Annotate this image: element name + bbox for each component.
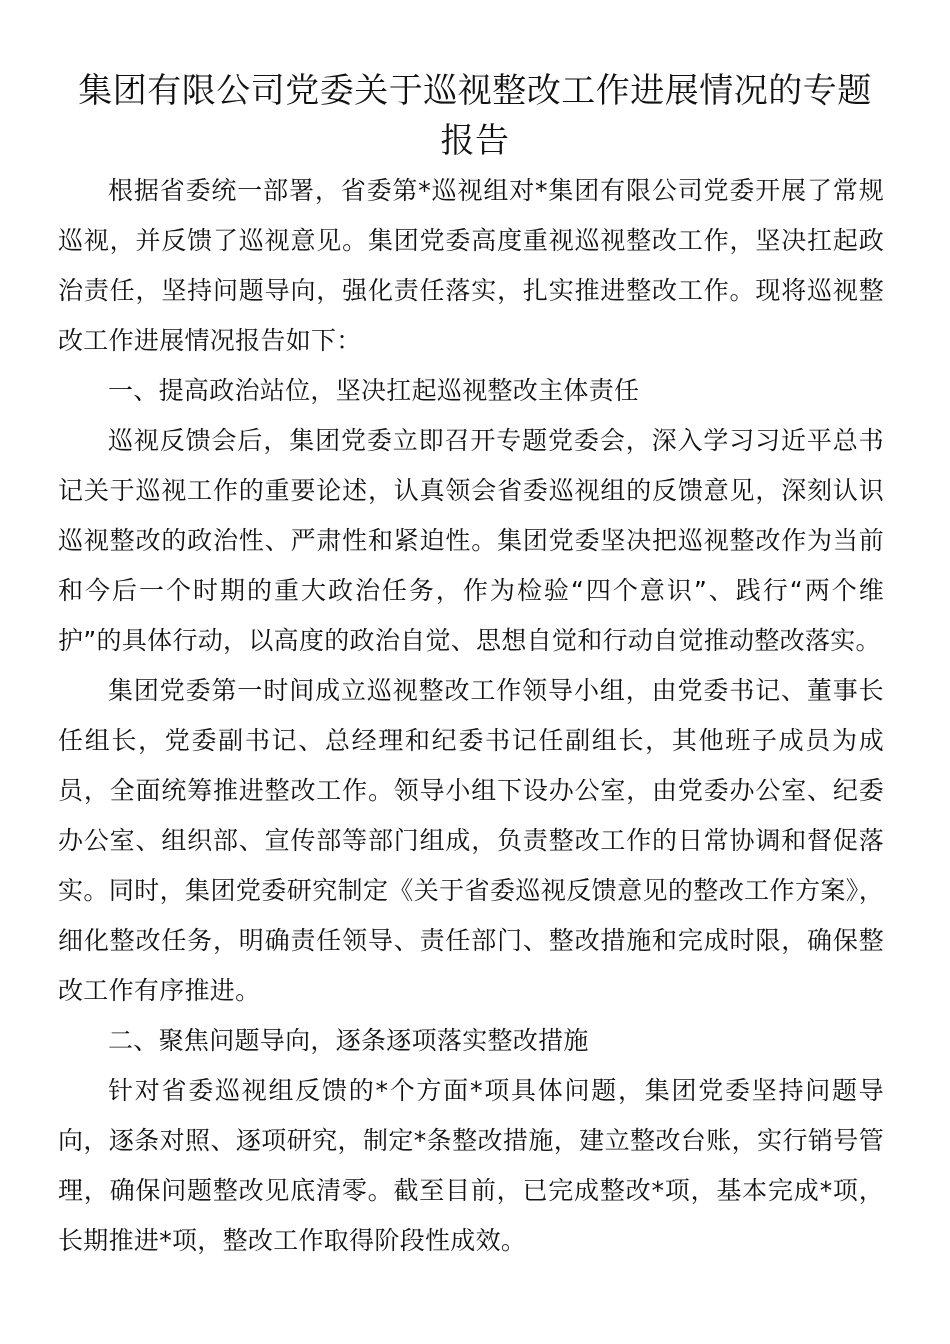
document-title: 集团有限公司党委关于巡视整改工作进展情况的专题报告 — [78, 71, 872, 161]
section-2-paragraph-1: 针对省委巡视组反馈的*个方面*项具体问题，集团党委坚持问题导向，逐条对照、逐项研究，制定*条整改措施，建立整改台账，实行销号管理，确保问题整改见底清零。截至目前，已完成整改*项，基本完成*项，长期推进*项，整改工作取得阶段性成效。 — [58, 1076, 884, 1255]
section-1-paragraph-2: 集团党委第一时间成立巡视整改工作领导小组，由党委书记、董事长任组长，党委副书记、总经理和纪委书记任副组长，其他班子成员为成员，全面统筹推进整改工作。领导小组下设办公室，由党委办公室、纪委办公室、组织部、宣传部等部门组成，负责整改工作的日常协调和督促落实。同时，集团党委研究制定《关于省委巡视反馈意见的整改工作方案》，细化整改任务，明确责任领导、责任部门、整改措施和完成时限，确保整改工作有序推进。 — [58, 676, 884, 1005]
section-1-paragraph-1: 巡视反馈会后，集团党委立即召开专题党委会，深入学习习近平总书记关于巡视工作的重要论述，认真领会省委巡视组的反馈意见，深刻认识巡视整改的政治性、严肃性和紧迫性。集团党委坚决把巡视整改作为当前和今后一个时期的重大政治任务，作为检验“四个意识”、践行“两个维护”的具体行动，以高度的政治自觉、思想自觉和行动自觉推动整改落实。 — [58, 426, 884, 655]
section-2-heading: 二、聚焦问题导向，逐条逐项落实整改措施 — [108, 1026, 589, 1055]
intro-paragraph: 根据省委统一部署，省委第*巡视组对*集团有限公司党委开展了常规巡视，并反馈了巡视意见。集团党委高度重视巡视整改工作，坚决扛起政治责任，坚持问题导向，强化责任落实，扎实推进整改工作。现将巡视整改工作进展情况报告如下： — [58, 176, 884, 355]
section-1-heading: 一、提高政治站位，坚决扛起巡视整改主体责任 — [108, 376, 640, 405]
